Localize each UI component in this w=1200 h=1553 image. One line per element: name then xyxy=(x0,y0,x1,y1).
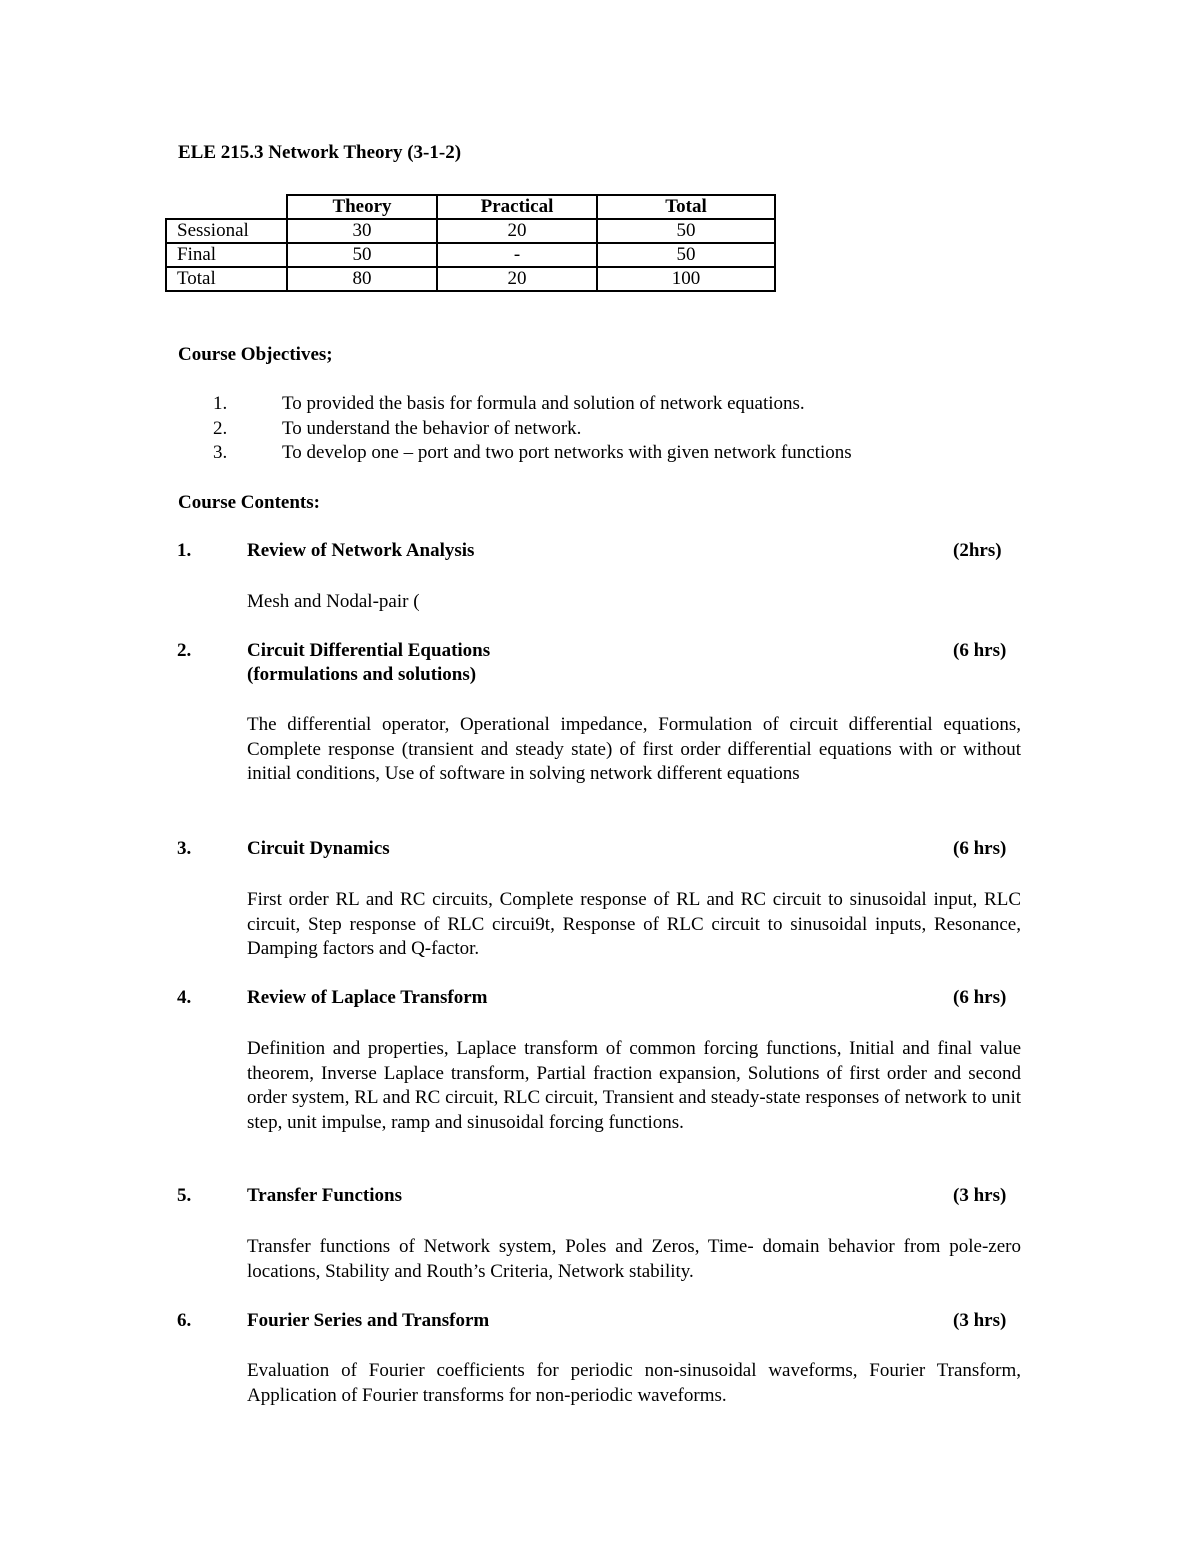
section-body: Mesh and Nodal-pair ( xyxy=(247,591,420,612)
section-hours: (6 hrs) xyxy=(953,987,1007,1008)
marks-table-row xyxy=(166,243,775,267)
objective-text: To develop one – port and two port networks with given network functions xyxy=(282,442,852,463)
section-hours: (6 hrs) xyxy=(953,838,1007,859)
objective-number: 2. xyxy=(213,418,228,439)
marks-table-corner-cell xyxy=(166,195,287,219)
section-hours: (3 hrs) xyxy=(953,1310,1007,1331)
section-number: 2. xyxy=(177,640,192,661)
course-title: ELE 215.3 Network Theory (3-1-2) xyxy=(178,142,462,163)
marks-table-row-label: Total xyxy=(166,267,287,291)
section-number: 5. xyxy=(177,1185,192,1206)
marks-table-header-cell: Practical xyxy=(437,195,597,219)
objective-text: To understand the behavior of network. xyxy=(282,418,582,439)
marks-table-cell: 20 xyxy=(437,267,597,291)
section-body: The differential operator, Operational impedance, Formulation of circuit differential equations, Complete response (transient and steady state) of first order differential equations with or without initial conditions, Use of software in solving network different equations xyxy=(247,714,1021,785)
marks-table-header-cell: Theory xyxy=(287,195,437,219)
contents-heading: Course Contents: xyxy=(178,492,320,513)
marks-table-cell: 50 xyxy=(597,219,775,243)
marks-table-cell: 30 xyxy=(287,219,437,243)
section-number: 1. xyxy=(177,540,192,561)
marks-table-row xyxy=(166,219,775,243)
section-number: 4. xyxy=(177,987,192,1008)
section-hours: (6 hrs) xyxy=(953,640,1007,661)
objective-number: 1. xyxy=(213,393,228,414)
section-hours: (3 hrs) xyxy=(953,1185,1007,1206)
section-hours: (2hrs) xyxy=(953,540,1002,561)
section-body: Transfer functions of Network system, Poles and Zeros, Time- domain behavior from pole-zero locations, Stability and Routh’s Criteria, Network stability. xyxy=(247,1236,1021,1282)
marks-table-cell: 80 xyxy=(287,267,437,291)
marks-table-row xyxy=(166,267,775,291)
section-number: 6. xyxy=(177,1310,192,1331)
section-subtitle: (formulations and solutions) xyxy=(247,664,477,685)
section-title: Circuit Differential Equations xyxy=(247,640,491,661)
marks-table-row-label: Final xyxy=(166,243,287,267)
section-body: First order RL and RC circuits, Complete response of RL and RC circuit to sinusoidal input, RLC circuit, Step response of RLC circui9t, Response of RLC circuit to sinusoidal inputs, Resonance, Damping factors and Q-factor. xyxy=(247,889,1021,960)
marks-table xyxy=(165,194,776,292)
section-title: Transfer Functions xyxy=(247,1185,402,1206)
section-title: Review of Network Analysis xyxy=(247,540,475,561)
section-title: Circuit Dynamics xyxy=(247,838,390,859)
marks-table-cell: 20 xyxy=(437,219,597,243)
objectives-heading: Course Objectives; xyxy=(178,344,333,365)
marks-table-cell: 50 xyxy=(597,243,775,267)
section-title: Review of Laplace Transform xyxy=(247,987,488,1008)
objective-number: 3. xyxy=(213,442,228,463)
marks-table-cell: - xyxy=(437,243,597,267)
marks-table-cell: 50 xyxy=(287,243,437,267)
marks-table-header-row xyxy=(166,195,775,219)
section-title: Fourier Series and Transform xyxy=(247,1310,490,1331)
section-body: Definition and properties, Laplace transform of common forcing functions, Initial and final value theorem, Inverse Laplace transform, Partial fraction expansion, Solutions of first order and second order system, RL and RC circuit, RLC circuit, Transient and steady-state responses of network to unit step, unit impulse, ramp and sinusoidal forcing functions. xyxy=(247,1038,1021,1133)
marks-table-row-label: Sessional xyxy=(166,219,287,243)
marks-table-cell: 100 xyxy=(597,267,775,291)
section-body: Evaluation of Fourier coefficients for periodic non-sinusoidal waveforms, Fourier Transform, Application of Fourier transforms for non-periodic waveforms. xyxy=(247,1360,1021,1406)
section-number: 3. xyxy=(177,838,192,859)
objective-text: To provided the basis for formula and solution of network equations. xyxy=(282,393,805,414)
marks-table-header-cell: Total xyxy=(597,195,775,219)
